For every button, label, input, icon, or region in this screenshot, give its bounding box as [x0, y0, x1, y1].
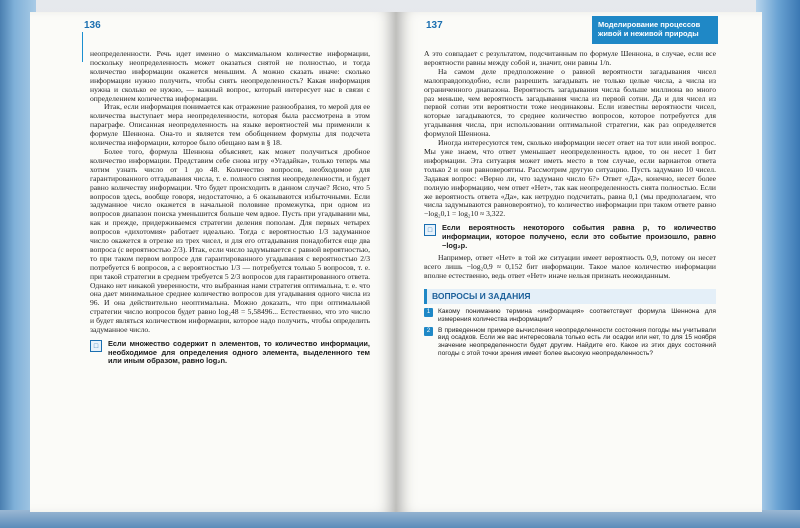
questions-heading: ВОПРОСЫ И ЗАДАНИЯ	[424, 289, 716, 304]
key-fact-text: Если множество содержит n элементов, то количество информации, необходимое для определения одного элемента, выделенного тем или иным образом, равно log₂n.	[108, 339, 370, 366]
left-page	[30, 12, 396, 512]
left-text-column	[90, 50, 370, 370]
paragraph: Иногда интересуются тем, сколько информации несет ответ на тот или иной вопрос. Мы уже знаем, что ответ уменьшает неопределенность вдвое, то он несет 1 бит информации. Эта ситуация может иметь место в том случае, если вариантов ответа только 2 и они равновероятны. Рассмотрим другую ситуацию. Пусть задумано 10 чисел. Задавая вопрос: «Верно ли, что задумано число 6?» Ответ «Да», конечно, несет более полную информацию, чем ответ «Нет», так как неопределенность снята полностью. Если же вероятность ответа «Да», как нетрудно подсчитать, равна 0,1 (мы предполагаем, что числа задумываются равновероятно), то количество информации при таком ответе равно −log₂0,1 = log₂10 ≈ 3,322.	[424, 138, 716, 219]
book-cover-right	[756, 0, 800, 528]
question-text: В приведенном примере вычисления неопределенности состояния погоды мы учитывали вид осадков. Если же вас интересовала только есть ли осадки или нет, то для 15 ноября значение неопределенности будет другим. Найдите его. Какое из этих двух состояний погоды с этой точки зрения имеет более высокую неопределенность?	[438, 326, 716, 357]
question-number: 1	[424, 308, 433, 317]
page-number-left: 136	[84, 20, 101, 31]
paragraph: А это совпадает с результатом, подсчитанным по формуле Шеннона, в случае, если все вероятности равны между собой и, значит, они равны 1/n.	[424, 49, 716, 67]
question-number: 2	[424, 327, 433, 336]
page-number-right: 137	[426, 20, 443, 31]
key-fact-icon: □	[90, 340, 102, 352]
question-text: Какому пониманию термина «информация» соответствует формула Шеннона для измерения количества информации?	[438, 307, 716, 323]
right-page	[396, 12, 762, 512]
paragraph: Например, ответ «Нет» в той же ситуации имеет вероятность 0,9, потому он несет всего лишь −log₂0,9 ≈ 0,152 бит информации. Такое малое количество информации вполне естественно, ведь ответ «Нет» иначе нельзя признать неожиданным.	[424, 253, 716, 281]
right-text-column	[424, 50, 716, 361]
paragraph: Более того, формула Шеннона объясняет, как может получиться дробное количество информации. Представим себе снова игру «Угадайка», только теперь мы хотим узнать число от 1 до 48. Количество вопросов, необходимое для гарантированного отгадывания числа, т. е. полного снятия неопределенности, и будет равно количеству информации. Что будет происходить в данном случае? Ясно, что 5 вопросов здесь, вообще говоря, недостаточно, а 6 оказываются избыточными. Если задуманное число окажется в начальной половине промежутка, при одном из вопросов диапазон поиска уменьшится больше чем вдвое. Пусть при угадывании мы, как и прежде, придерживаемся стратегии деления пополам. Для первых четырех вопросов «дихотомия» работает идеально. Тогда с вероятностью 1/3 задуманное число окажется в отрезке из трех чисел, и для его отгадывания понадобится еще два вопроса (с вероятностью 2/3). Итак, если число задумывается с равной вероятностью, то при таком первом вопросе для гарантированного угадывания с вероятностью 2/3 потребуется 6 вопросов, а с вероятностью 1/3 — потребуется только 5 вопросов, т. е. при такой стратегии в среднем требуется 5 2/3 вопросов для гарантированного ответа. Однако нет никакой уверенности, что выбранная нами стратегия оптимальна, т. е. что она дает минимальное среднее количество вопросов для угадывания одного числа из 96. И она действительно неоптимальна. Можно доказать, что при оптимальной стратегии число вопросов будет равно log₂48 = 5,58496... Естественно, что это число и будет являться количеством информации, которое надо получить, чтобы определить задуманное число.	[90, 146, 370, 335]
question-item	[424, 327, 716, 358]
paragraph: неопределенности. Речь идет именно о максимальном количестве информации, поскольку неопределенность может оказаться снятой не полностью, и тогда количество информации окажется меньшим. А можно сказать иначе: сколько информации нужно получить, чтобы снять неопределенность? Какая информация нужна и сколько ее нужно, — важный вопрос, который интересует нас в связи с определением количества информации.	[90, 49, 370, 103]
key-fact-box	[424, 224, 716, 250]
key-fact-box	[90, 340, 370, 366]
chapter-title: Моделирование процессов живой и неживой природы	[592, 16, 718, 44]
paragraph: Итак, если информация понимается как отражение разнообразия, то мерой для ее количества выступает мера неопределенности, которая была рассмотрена в этом параграфе. Описанная неопределенность на языке вероятностей мы применили к формуле Шеннона. Она-то и является тем обобщением формулы для подсчета количества информации, которое было обещано вам в § 18.	[90, 102, 370, 148]
question-item	[424, 308, 716, 324]
page-rule-left	[82, 32, 83, 62]
book-cover-bottom	[0, 510, 800, 528]
key-fact-text: Если вероятность некоторого события равна p, то количество информации, которое получено, если это событие произошло, равно −log₂p.	[442, 223, 716, 250]
paragraph: На самом деле предположение о равной вероятности загадывания чисел малоправдоподобно, если разрешить загадывать не только целые числа, а числа из ограниченного диапазона. Вероятность загадывания числа больше миллиона во много раз меньше, чем вероятность загадывания числа из первой сотни. Да и для чисел из первой сотни эти вероятности тоже неодинаковы. Если известны вероятности чисел, которые загадываются, то среднее количество вопросов, которое потребуется для угадывания числа, при использовании оптимальной стратегии, как раз определяется формулой Шеннона.	[424, 66, 716, 139]
key-fact-icon: □	[424, 224, 436, 236]
